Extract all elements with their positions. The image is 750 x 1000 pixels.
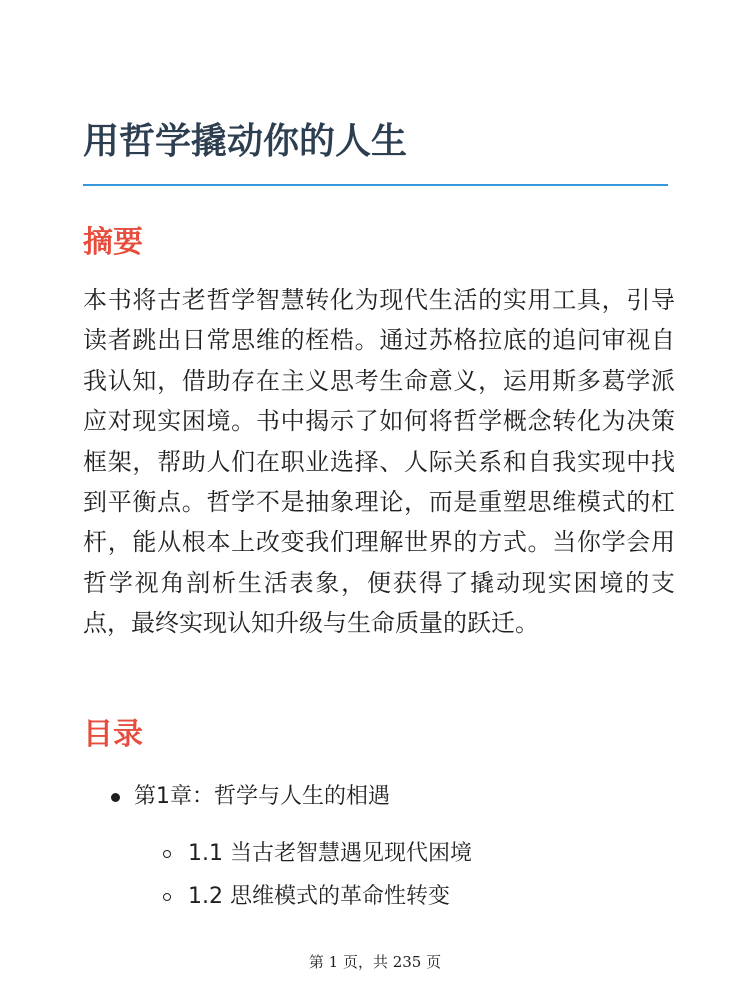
toc-section-label[interactable]: 1.1 当古老智慧遇见现代困境 [188,841,472,866]
abstract-heading: 摘要 [83,225,143,260]
toc-section-label[interactable]: 1.2 思维模式的革命性转变 [188,884,450,909]
page-footer: 第 1 页，共 235 页 [308,953,442,971]
bullet-circle-icon [163,893,171,901]
bullet-disc-icon [111,793,120,802]
bullet-circle-icon [163,850,171,858]
abstract-paragraph: 本书将古老哲学智慧转化为现代生活的实用工具，引导读者跳出日常思维的桎梏。通过苏格拉底的追问审视自我认知，借助存在主义思考生命意义，运用斯多葛学派应对现实困境。书中揭示了如何将哲学概念转化为决策框架，帮助人们在职业选择、人际关系和自我实现中找到平衡点。哲学不是抽象理论，而是重塑思维模式的杠杆，能从根本上改变我们理解世界的方式。当你学会用哲学视角剖析生活表象，便获得了撬动现实困境的支点，最终实现认知升级与生命质量的跃迁。 [83,286,675,638]
document-title: 用哲学撬动你的人生 [83,121,408,162]
title-divider [83,184,668,186]
toc-chapter-label[interactable]: 第1章：哲学与人生的相遇 [134,784,390,809]
toc-heading: 目录 [83,717,143,752]
